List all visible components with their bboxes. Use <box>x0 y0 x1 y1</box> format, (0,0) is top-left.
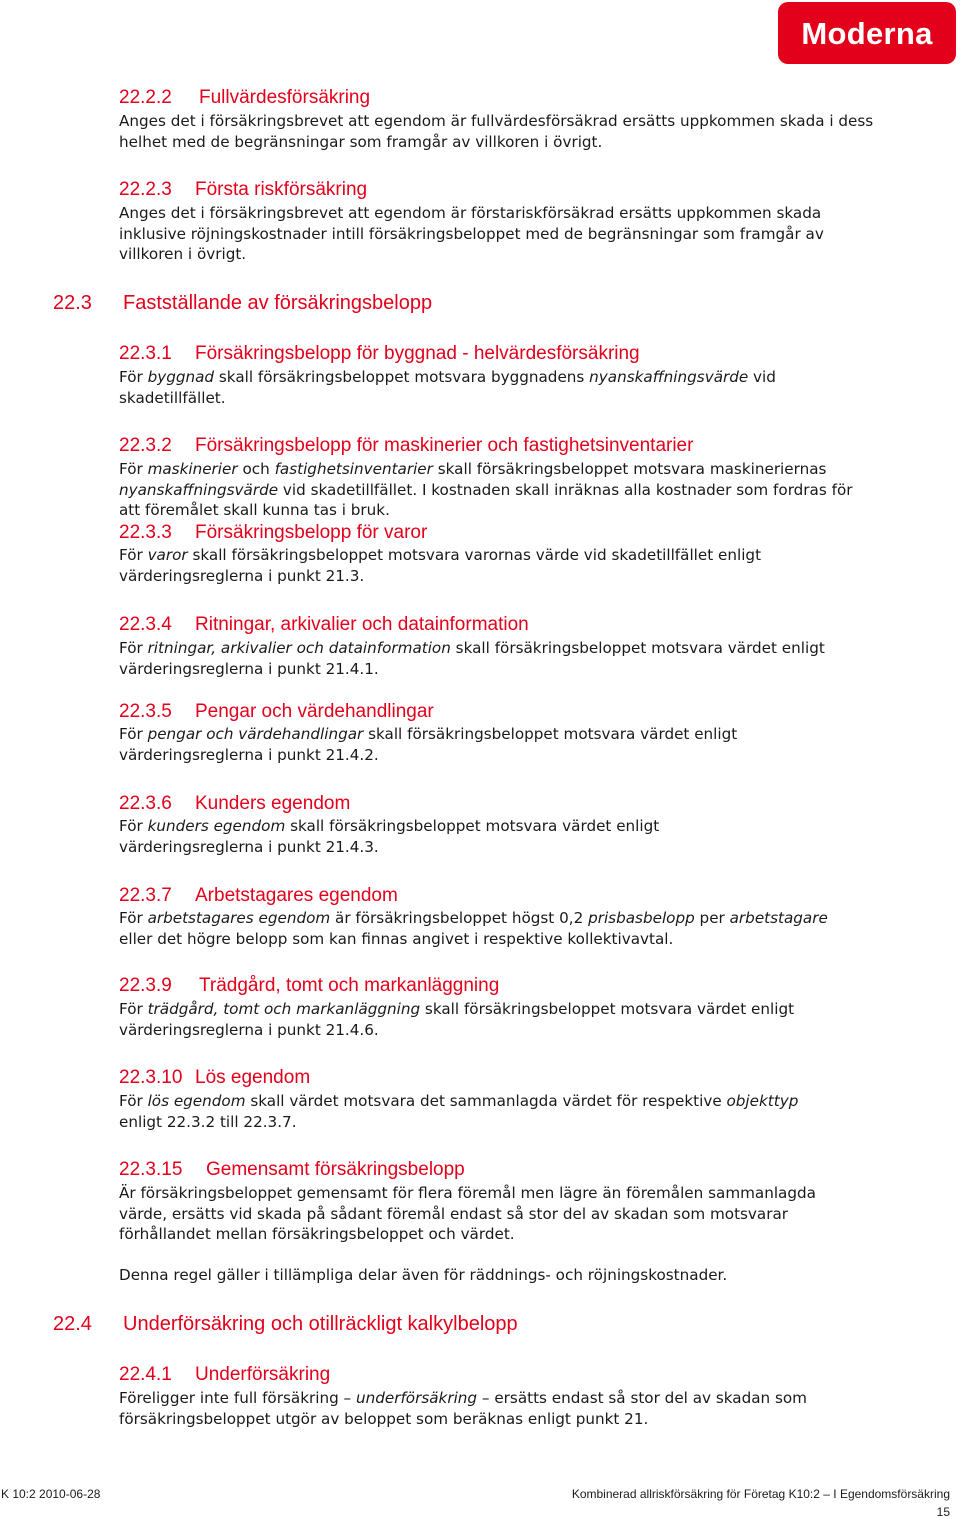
heading-22-4-1 <box>119 1364 330 1386</box>
heading-title: Fullvärdesförsäkring <box>199 87 371 108</box>
paragraph-22-2-3 <box>119 203 889 265</box>
heading-title: Arbetstagares egendom <box>195 885 398 906</box>
heading-number: 22.2.2 <box>119 87 172 108</box>
paragraph-22-3-10 <box>119 1091 819 1132</box>
text: eller det högre belopp som kan finnas angivet i respektive kollektivavtal. <box>119 929 674 948</box>
text: Anges det i försäkringsbrevet att egendom är förstariskförsäkrad ersätts uppkommen skada inklusive röjningskostnader intill försäkringsbeloppet med de begränsningar som framgår av villkoren i övrigt. <box>119 204 824 264</box>
moderna-logo <box>778 2 956 64</box>
page-number: 15 <box>936 1505 950 1519</box>
text: skall försäkringsbeloppet motsvara värdet enligt värderingsreglerna i punkt 21.4.6. <box>119 1000 795 1039</box>
paragraph-22-3-15-note <box>119 1265 879 1286</box>
paragraph-22-3-1 <box>119 367 879 408</box>
text: Anges det i försäkringsbrevet att egendom är fullvärdesförsäkrad ersätts uppkommen skada i dess helhet med de begränsningar som framgår av villkoren i övrigt. <box>119 112 874 151</box>
heading-22-3-6 <box>119 793 350 815</box>
emphasis: pengar och värdehandlingar <box>147 725 364 743</box>
text: För <box>119 1000 148 1018</box>
text: För <box>119 368 148 386</box>
text: För <box>119 817 148 835</box>
text: Föreligger inte full försäkring – <box>119 1389 356 1407</box>
heading-22-3-1 <box>119 343 640 365</box>
heading-title: Första riskförsäkring <box>195 179 368 200</box>
text: skall värdet motsvara det sammanlagda värdet för respektive <box>245 1092 727 1110</box>
heading-title: Fastställande av försäkringsbelopp <box>123 292 433 314</box>
emphasis: kunders egendom <box>147 817 286 835</box>
text: För <box>119 546 148 564</box>
text: För <box>119 1092 148 1110</box>
text: vid skadetillfället. I kostnaden skall inräknas alla kostnader som fordras för att föremålet skall kunna tas i bruk. <box>119 480 853 520</box>
emphasis: byggnad <box>147 368 215 386</box>
emphasis: arbetstagare <box>729 909 828 927</box>
emphasis: maskinerier <box>147 460 238 478</box>
emphasis: objekttyp <box>726 1092 799 1110</box>
emphasis: nyanskaffningsvärde <box>119 480 279 499</box>
heading-22-3-4 <box>119 614 529 636</box>
heading-22-3-7 <box>119 885 398 907</box>
heading-title: Underförsäkring <box>195 1364 331 1385</box>
text: Denna regel gäller i tillämpliga delar även för räddnings- och röjningskostnader. <box>119 1266 728 1284</box>
heading-title: Försäkringsbelopp för varor <box>195 522 428 543</box>
text: För <box>119 909 148 927</box>
heading-number: 22.4.1 <box>119 1364 172 1385</box>
text: vid skadetillfället. <box>119 368 776 407</box>
emphasis: arbetstagares egendom <box>147 909 331 927</box>
heading-number: 22.3.3 <box>119 522 172 543</box>
heading-number: 22.3.15 <box>119 1159 183 1180</box>
emphasis: underförsäkring <box>355 1389 478 1407</box>
paragraph-22-2-2 <box>119 111 879 152</box>
heading-22-3-3 <box>119 522 427 544</box>
heading-title: Lös egendom <box>195 1067 311 1088</box>
heading-title: Underförsäkring och otillräckligt kalkylbelopp <box>123 1313 518 1335</box>
text: För <box>119 639 148 657</box>
paragraph-22-3-5 <box>119 724 819 765</box>
paragraph-22-3-9 <box>119 999 879 1040</box>
heading-title: Ritningar, arkivalier och datainformation <box>195 614 529 635</box>
heading-title: Försäkringsbelopp för byggnad - helvärdesförsäkring <box>195 343 640 364</box>
heading-title: Försäkringsbelopp för maskinerier och fastighetsinventarier <box>195 435 694 456</box>
heading-22-3-15 <box>119 1159 465 1181</box>
emphasis: trädgård, tomt och markanläggning <box>147 1000 421 1018</box>
heading-number: 22.3.7 <box>119 885 172 906</box>
text: – ersätts endast så stor del av skadan som försäkringsbeloppet utgör av beloppet som beräknas enligt punkt 21. <box>119 1389 807 1428</box>
footer-document-title: Kombinerad allriskförsäkring för Företag K10:2 – I Egendomsförsäkring <box>571 1487 950 1501</box>
heading-22-2-3 <box>119 179 367 201</box>
text: skall försäkringsbeloppet motsvara värdet enligt värderingsreglerna i punkt 21.4.1. <box>119 639 825 678</box>
heading-title: Pengar och värdehandlingar <box>195 701 434 722</box>
logo-text: Moderna <box>801 15 933 51</box>
emphasis: nyanskaffningsvärde <box>589 368 749 386</box>
heading-number: 22.3.10 <box>119 1067 183 1088</box>
heading-22-2-2 <box>119 87 370 109</box>
heading-title: Trädgård, tomt och markanläggning <box>199 975 500 996</box>
paragraph-22-3-7 <box>119 908 864 949</box>
text: För <box>119 725 148 743</box>
heading-title: Gemensamt försäkringsbelopp <box>206 1159 465 1180</box>
emphasis: lös egendom <box>147 1092 246 1110</box>
heading-title: Kunders egendom <box>195 793 351 814</box>
heading-number: 22.3.5 <box>119 701 172 722</box>
emphasis: varor <box>147 546 188 564</box>
heading-22-3-5 <box>119 701 434 723</box>
footer-document-id: K 10:2 2010-06-28 <box>1 1487 101 1501</box>
emphasis: prisbasbelopp <box>588 909 695 927</box>
heading-22-4 <box>53 1312 518 1336</box>
heading-22-3-2 <box>119 435 693 457</box>
paragraph-22-3-15 <box>119 1183 864 1245</box>
heading-number: 22.3.4 <box>119 614 172 635</box>
heading-22-3-10 <box>119 1067 310 1089</box>
heading-number: 22.3.9 <box>119 975 172 996</box>
heading-number: 22.3 <box>53 292 92 314</box>
text: skall försäkringsbeloppet motsvara varornas värde vid skadetillfället enligt värderingsreglerna i punkt 21.3. <box>119 546 762 585</box>
text: skall försäkringsbeloppet motsvara värdet enligt värderingsreglerna i punkt 21.4.3. <box>119 817 660 856</box>
text: och <box>237 460 275 478</box>
paragraph-22-3-3 <box>119 545 879 586</box>
emphasis: fastighetsinventarier <box>274 460 433 478</box>
paragraph-22-3-4 <box>119 638 879 679</box>
text: skall försäkringsbeloppet motsvara värdet enligt värderingsreglerna i punkt 21.4.2. <box>119 725 738 764</box>
text: För <box>119 460 148 478</box>
heading-number: 22.2.3 <box>119 179 172 200</box>
text: skall försäkringsbeloppet motsvara byggnadens <box>214 368 590 386</box>
text: Är försäkringsbeloppet gemensamt för flera föremål men lägre än föremålen sammanlagda värde, ersätts vid skada på sådant föremål endast så stor del av skadan som motsvarar förhållandet mellan försäkringsbeloppet och värdet. <box>119 1184 816 1244</box>
text: är försäkringsbeloppet högst 0,2 <box>330 909 589 927</box>
paragraph-22-3-2 <box>119 459 859 521</box>
paragraph-22-3-6 <box>119 816 759 857</box>
paragraph-22-4-1 <box>119 1388 859 1429</box>
heading-number: 22.3.6 <box>119 793 172 814</box>
heading-number: 22.3.2 <box>119 435 172 456</box>
text: skall försäkringsbeloppet motsvara maskineriernas <box>432 460 827 478</box>
heading-22-3-9 <box>119 975 499 997</box>
text: per <box>694 909 730 927</box>
heading-number: 22.4 <box>53 1313 92 1335</box>
text: enligt 22.3.2 till 22.3.7. <box>119 1112 297 1131</box>
emphasis: ritningar, arkivalier och datainformation <box>147 639 451 657</box>
heading-22-3 <box>53 291 432 315</box>
heading-number: 22.3.1 <box>119 343 172 364</box>
